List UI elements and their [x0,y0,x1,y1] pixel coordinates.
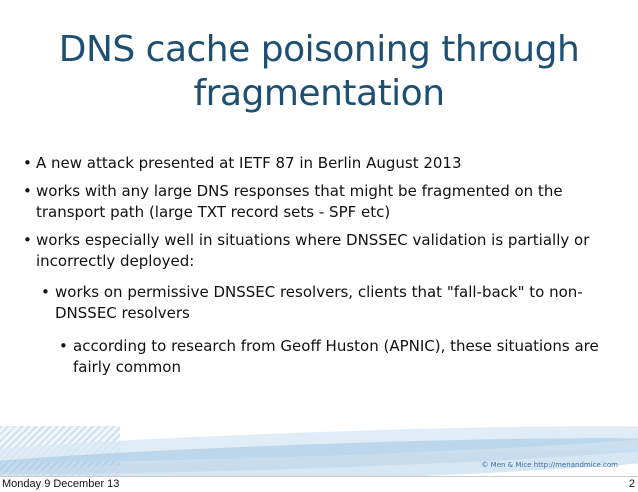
bullet-text: works especially well in situations where DNSSEC validation is partially or incorrectly deployed: [36,231,590,270]
sub-sub-bullet-item [57,336,603,378]
bullet-icon: • [41,283,50,301]
bullet-icon: • [23,231,32,249]
footer-bar [0,476,638,492]
bullet-text: works with any large DNS responses that might be fragmented on the transport path (large TXT record sets - SPF etc) [36,182,563,221]
sub-bullet-item [39,282,595,324]
footer-date: Monday 9 December 13 [2,478,120,490]
bullet-list [18,153,618,378]
bullet-text: A new attack presented at IETF 87 in Berlin August 2013 [36,154,462,172]
slide-title [20,28,618,116]
copyright-link[interactable]: © Men & Mice http://menandmice.com [481,461,618,469]
bullet-text: works on permissive DNSSEC resolvers, clients that "fall-back" to non-DNSSEC resolvers [55,283,583,322]
title-line-2: fragmentation [193,73,445,114]
bullet-item [18,181,618,223]
bullet-icon: • [23,182,32,200]
page-number: 2 [628,478,635,490]
bullet-item [18,153,618,174]
title-line-1: DNS cache poisoning through [58,29,580,70]
bullet-icon: • [59,337,68,355]
bullet-icon: • [23,154,32,172]
bullet-item [18,230,618,272]
bullet-text: according to research from Geoff Huston (APNIC), these situations are fairly common [73,337,599,376]
